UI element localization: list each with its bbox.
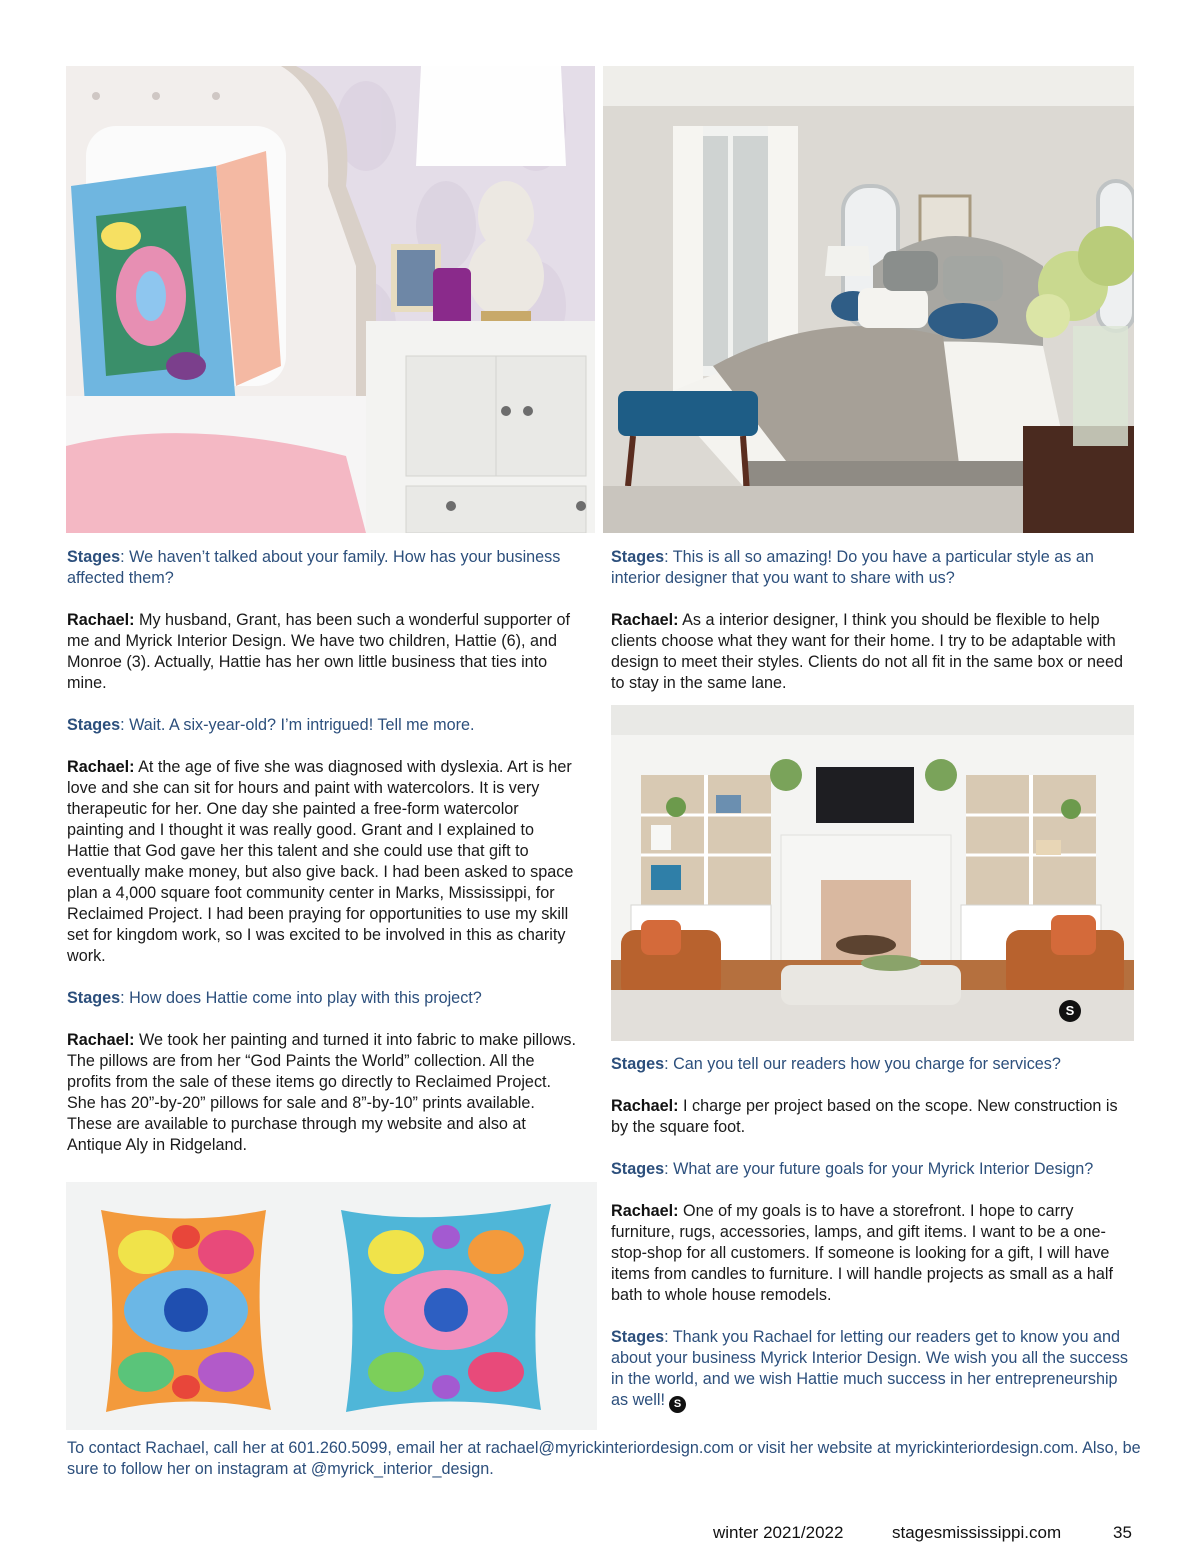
answer: Rachael: My husband, Grant, has been such a wonderful supporter of me and Myrick Interior Design. We have two children, Hattie (6), and Monroe (3). Actually, Hattie has her own little business that ties into mine.: [67, 611, 571, 692]
contact-info: To contact Rachael, call her at 601.260.5099, email her at rachael@myrickinteriordesign.com or visit her website at myrickinteriordesign.com. Also, be sure to follow her on instagram at @myrick_interior_design.: [67, 1439, 1141, 1478]
right-column-top: [611, 547, 1136, 715]
answer: Rachael: We took her painting and turned it into fabric to make pillows. The pillows are from her “God Paints the World” collection. All the profits from the sale of these items go directly to Reclaimed Project. She has 20”-by-20” pillows for sale and 8”-by-10” prints available. These are available to purchase through my website and also at Antique Aly in Ridgeland.: [67, 1031, 576, 1154]
website-label: stagesmississippi.com: [892, 1523, 1062, 1542]
answer: Rachael: At the age of five she was diagnosed with dyslexia. Art is her love and she can sit for hours and paint with watercolors. It is very therapeutic for her. One day she painted a free-form watercolor painting and I thought it was really good. Grant and I explained to Hattie that God gave her this talent and she could use that gift to eventually make money, but also give back. I had been asked to space plan a 4,000 square foot community center in Marks, Mississippi, for Reclaimed Project. I had been praying for opportunities to use my skill set for kingdom work, so I was excited to be involved in this as charity work.: [67, 758, 574, 965]
photo-watercolor-pillows: [66, 1182, 597, 1430]
photo-living-room-fireplace: [611, 705, 1134, 1041]
issue-label: winter 2021/2022: [713, 1523, 844, 1542]
right-column-bottom: [611, 1054, 1136, 1413]
answer: Rachael: One of my goals is to have a storefront. I hope to carry furniture, rugs, accessories, lamps, and gift items. I want to be a one-stop-shop for all customers. If someone is looking for a gift, I will have items from candles to furniture. I will handle projects as small as a half bath to whole house remodels.: [611, 1202, 1114, 1304]
question: Stages: What are your future goals for your Myrick Interior Design?: [611, 1160, 1094, 1178]
answer: Rachael: As a interior designer, I think you should be flexible to help clients choose what they want for their home. I try to be adaptable with design to meet their styles. Clients do not all fit in the same box or need to stay in the same lane.: [611, 611, 1123, 692]
stages-logo-icon: S: [1059, 1000, 1081, 1022]
question: Stages: This is all so amazing! Do you have a particular style as an interior designer that you want to share with us?: [611, 548, 1094, 587]
left-column: [67, 547, 579, 1177]
question: Stages: Can you tell our readers how you charge for services?: [611, 1055, 1061, 1073]
photo-master-bedroom: [603, 66, 1134, 533]
photo-bedroom-nightstand: [66, 66, 595, 533]
question: Stages: We haven’t talked about your family. How has your business affected them?: [67, 548, 561, 587]
question: Stages: Thank you Rachael for letting our readers get to know you and about your business Myrick Interior Design. We wish you all the success in the world, and we wish Hattie much success in her entrepreneurship as well! S: [611, 1327, 1136, 1413]
page-number: 35: [1113, 1523, 1132, 1542]
question: Stages: Wait. A six-year-old? I’m intrigued! Tell me more.: [67, 716, 475, 734]
question: Stages: How does Hattie come into play with this project?: [67, 989, 482, 1007]
end-mark-icon: S: [669, 1396, 686, 1413]
answer: Rachael: I charge per project based on the scope. New construction is by the square foot.: [611, 1097, 1118, 1136]
